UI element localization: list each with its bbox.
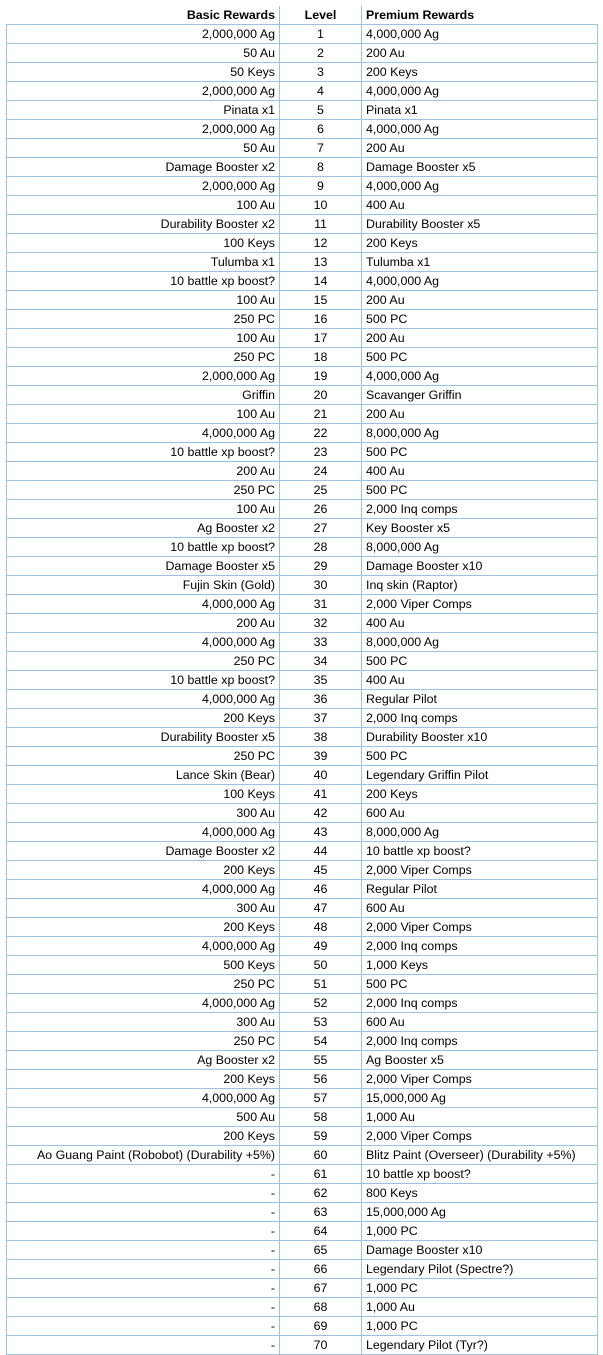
basic-reward-cell: 50 Au <box>7 139 280 158</box>
premium-reward-cell: Damage Booster x10 <box>362 1241 598 1260</box>
table-row <box>7 1336 598 1355</box>
basic-reward-cell: Tulumba x1 <box>7 253 280 272</box>
premium-reward-cell: 1,000 Keys <box>362 956 598 975</box>
basic-reward-cell: 200 Au <box>7 462 280 481</box>
table-row <box>7 1298 598 1317</box>
level-cell: 2 <box>280 44 362 63</box>
premium-reward-cell: 200 Au <box>362 405 598 424</box>
basic-reward-cell: 200 Au <box>7 614 280 633</box>
table-row <box>7 861 598 880</box>
premium-reward-cell: 8,000,000 Ag <box>362 538 598 557</box>
level-cell: 51 <box>280 975 362 994</box>
level-cell: 19 <box>280 367 362 386</box>
basic-reward-cell: 10 battle xp boost? <box>7 671 280 690</box>
table-row <box>7 424 598 443</box>
level-cell: 45 <box>280 861 362 880</box>
level-cell: 4 <box>280 82 362 101</box>
table-row <box>7 994 598 1013</box>
basic-reward-cell: Pinata x1 <box>7 101 280 120</box>
premium-reward-cell: 400 Au <box>362 196 598 215</box>
level-cell: 40 <box>280 766 362 785</box>
basic-reward-cell: 4,000,000 Ag <box>7 994 280 1013</box>
basic-reward-cell: Damage Booster x5 <box>7 557 280 576</box>
level-cell: 65 <box>280 1241 362 1260</box>
table-row <box>7 329 598 348</box>
table-row <box>7 310 598 329</box>
level-cell: 35 <box>280 671 362 690</box>
premium-reward-cell: 2,000 Viper Comps <box>362 1070 598 1089</box>
premium-reward-cell: 8,000,000 Ag <box>362 823 598 842</box>
level-cell: 22 <box>280 424 362 443</box>
basic-reward-cell: 10 battle xp boost? <box>7 538 280 557</box>
basic-reward-cell: 10 battle xp boost? <box>7 272 280 291</box>
basic-reward-cell: 100 Au <box>7 291 280 310</box>
basic-reward-cell: 10 battle xp boost? <box>7 443 280 462</box>
table-row <box>7 120 598 139</box>
premium-reward-cell: 500 PC <box>362 310 598 329</box>
premium-reward-cell: Pinata x1 <box>362 101 598 120</box>
table-row <box>7 899 598 918</box>
premium-reward-cell: Durability Booster x5 <box>362 215 598 234</box>
basic-reward-cell: - <box>7 1222 280 1241</box>
table-row <box>7 1317 598 1336</box>
table-row <box>7 82 598 101</box>
basic-reward-cell: Ao Guang Paint (Robobot) (Durability +5%) <box>7 1146 280 1165</box>
level-cell: 15 <box>280 291 362 310</box>
level-cell: 23 <box>280 443 362 462</box>
table-row <box>7 937 598 956</box>
level-cell: 16 <box>280 310 362 329</box>
table-row <box>7 1108 598 1127</box>
table-row <box>7 614 598 633</box>
basic-reward-cell: - <box>7 1317 280 1336</box>
premium-reward-cell: 10 battle xp boost? <box>362 1165 598 1184</box>
premium-reward-cell: 1,000 PC <box>362 1222 598 1241</box>
premium-reward-cell: 8,000,000 Ag <box>362 633 598 652</box>
basic-reward-cell: Durability Booster x5 <box>7 728 280 747</box>
table-row <box>7 709 598 728</box>
premium-reward-cell: 2,000 Viper Comps <box>362 918 598 937</box>
level-cell: 6 <box>280 120 362 139</box>
premium-reward-cell: 2,000 Viper Comps <box>362 595 598 614</box>
premium-reward-cell: 15,000,000 Ag <box>362 1203 598 1222</box>
table-row <box>7 177 598 196</box>
table-row <box>7 1165 598 1184</box>
level-cell: 30 <box>280 576 362 595</box>
premium-reward-cell: 400 Au <box>362 462 598 481</box>
table-row <box>7 291 598 310</box>
basic-reward-cell: 300 Au <box>7 804 280 823</box>
level-cell: 68 <box>280 1298 362 1317</box>
table-row <box>7 367 598 386</box>
level-cell: 66 <box>280 1260 362 1279</box>
premium-reward-cell: 2,000 Inq comps <box>362 500 598 519</box>
level-cell: 8 <box>280 158 362 177</box>
table-row <box>7 1032 598 1051</box>
premium-reward-cell: 400 Au <box>362 671 598 690</box>
level-cell: 31 <box>280 595 362 614</box>
premium-reward-cell: 8,000,000 Ag <box>362 424 598 443</box>
level-cell: 3 <box>280 63 362 82</box>
basic-reward-cell: Durability Booster x2 <box>7 215 280 234</box>
table-row <box>7 1184 598 1203</box>
table-row <box>7 804 598 823</box>
level-cell: 60 <box>280 1146 362 1165</box>
premium-reward-cell: 500 PC <box>362 652 598 671</box>
table-row <box>7 956 598 975</box>
basic-reward-cell: 100 Au <box>7 405 280 424</box>
basic-reward-cell: 250 PC <box>7 1032 280 1051</box>
level-cell: 53 <box>280 1013 362 1032</box>
table-row <box>7 481 598 500</box>
table-row <box>7 1051 598 1070</box>
level-cell: 38 <box>280 728 362 747</box>
premium-reward-cell: 1,000 Au <box>362 1298 598 1317</box>
basic-reward-cell: 300 Au <box>7 899 280 918</box>
basic-reward-cell: 50 Au <box>7 44 280 63</box>
table-row <box>7 272 598 291</box>
table-row <box>7 1070 598 1089</box>
basic-reward-cell: 250 PC <box>7 747 280 766</box>
premium-reward-cell: 15,000,000 Ag <box>362 1089 598 1108</box>
premium-reward-cell: 2,000 Inq comps <box>362 937 598 956</box>
premium-reward-cell: 500 PC <box>362 348 598 367</box>
table-row <box>7 1127 598 1146</box>
level-cell: 33 <box>280 633 362 652</box>
basic-reward-cell: - <box>7 1336 280 1355</box>
basic-reward-cell: - <box>7 1184 280 1203</box>
premium-reward-cell: 200 Au <box>362 139 598 158</box>
premium-reward-cell: Legendary Pilot (Tyr?) <box>362 1336 598 1355</box>
basic-reward-cell: 200 Keys <box>7 709 280 728</box>
level-cell: 54 <box>280 1032 362 1051</box>
table-row <box>7 728 598 747</box>
table-row <box>7 1222 598 1241</box>
level-cell: 56 <box>280 1070 362 1089</box>
basic-reward-cell: 200 Keys <box>7 1070 280 1089</box>
basic-reward-cell: 250 PC <box>7 975 280 994</box>
premium-reward-cell: Durability Booster x10 <box>362 728 598 747</box>
premium-reward-cell: Legendary Pilot (Spectre?) <box>362 1260 598 1279</box>
premium-reward-cell: Regular Pilot <box>362 690 598 709</box>
level-cell: 28 <box>280 538 362 557</box>
premium-reward-cell: Legendary Griffin Pilot <box>362 766 598 785</box>
premium-reward-cell: 400 Au <box>362 614 598 633</box>
basic-reward-cell: 4,000,000 Ag <box>7 823 280 842</box>
table-row <box>7 747 598 766</box>
level-cell: 67 <box>280 1279 362 1298</box>
level-cell: 18 <box>280 348 362 367</box>
level-cell: 11 <box>280 215 362 234</box>
basic-reward-cell: 200 Keys <box>7 861 280 880</box>
premium-reward-cell: 600 Au <box>362 804 598 823</box>
table-row <box>7 443 598 462</box>
level-cell: 37 <box>280 709 362 728</box>
basic-reward-cell: - <box>7 1298 280 1317</box>
premium-reward-cell: 10 battle xp boost? <box>362 842 598 861</box>
table-row <box>7 823 598 842</box>
basic-reward-cell: - <box>7 1165 280 1184</box>
basic-reward-cell: 250 PC <box>7 652 280 671</box>
table-row <box>7 405 598 424</box>
premium-reward-cell: Ag Booster x5 <box>362 1051 598 1070</box>
basic-reward-cell: - <box>7 1279 280 1298</box>
table-row <box>7 538 598 557</box>
basic-reward-cell: 4,000,000 Ag <box>7 880 280 899</box>
premium-reward-cell: 4,000,000 Ag <box>362 272 598 291</box>
level-cell: 69 <box>280 1317 362 1336</box>
table-row <box>7 1241 598 1260</box>
table-row <box>7 842 598 861</box>
basic-reward-cell: 2,000,000 Ag <box>7 177 280 196</box>
level-cell: 24 <box>280 462 362 481</box>
basic-reward-cell: 500 Au <box>7 1108 280 1127</box>
table-row <box>7 633 598 652</box>
level-cell: 17 <box>280 329 362 348</box>
table-row <box>7 1279 598 1298</box>
level-cell: 29 <box>280 557 362 576</box>
premium-reward-cell: 2,000 Viper Comps <box>362 1127 598 1146</box>
basic-reward-cell: 4,000,000 Ag <box>7 937 280 956</box>
level-cell: 61 <box>280 1165 362 1184</box>
basic-reward-cell: 300 Au <box>7 1013 280 1032</box>
level-cell: 57 <box>280 1089 362 1108</box>
table-row <box>7 44 598 63</box>
basic-reward-cell: 100 Keys <box>7 234 280 253</box>
level-cell: 34 <box>280 652 362 671</box>
table-row <box>7 1203 598 1222</box>
table-row <box>7 652 598 671</box>
table-row <box>7 975 598 994</box>
basic-reward-cell: 200 Keys <box>7 918 280 937</box>
level-cell: 9 <box>280 177 362 196</box>
table-row <box>7 690 598 709</box>
premium-reward-cell: 4,000,000 Ag <box>362 367 598 386</box>
table-row <box>7 215 598 234</box>
level-cell: 26 <box>280 500 362 519</box>
header-premium-rewards: Premium Rewards <box>362 6 598 25</box>
basic-reward-cell: Damage Booster x2 <box>7 158 280 177</box>
level-cell: 13 <box>280 253 362 272</box>
basic-reward-cell: 100 Au <box>7 329 280 348</box>
premium-reward-cell: 4,000,000 Ag <box>362 120 598 139</box>
premium-reward-cell: 1,000 PC <box>362 1279 598 1298</box>
basic-reward-cell: 100 Keys <box>7 785 280 804</box>
basic-reward-cell: 2,000,000 Ag <box>7 25 280 44</box>
level-cell: 36 <box>280 690 362 709</box>
level-cell: 63 <box>280 1203 362 1222</box>
premium-reward-cell: 500 PC <box>362 975 598 994</box>
premium-reward-cell: 4,000,000 Ag <box>362 82 598 101</box>
level-cell: 48 <box>280 918 362 937</box>
table-row <box>7 595 598 614</box>
basic-reward-cell: 250 PC <box>7 348 280 367</box>
table-row <box>7 196 598 215</box>
level-cell: 21 <box>280 405 362 424</box>
premium-reward-cell: 200 Au <box>362 44 598 63</box>
basic-reward-cell: - <box>7 1203 280 1222</box>
level-cell: 14 <box>280 272 362 291</box>
premium-reward-cell: 2,000 Inq comps <box>362 1032 598 1051</box>
table-row <box>7 880 598 899</box>
premium-reward-cell: 2,000 Viper Comps <box>362 861 598 880</box>
level-cell: 50 <box>280 956 362 975</box>
table-row <box>7 139 598 158</box>
level-cell: 62 <box>280 1184 362 1203</box>
table-row <box>7 557 598 576</box>
premium-reward-cell: 1,000 PC <box>362 1317 598 1336</box>
basic-reward-cell: 2,000,000 Ag <box>7 82 280 101</box>
basic-reward-cell: 100 Au <box>7 500 280 519</box>
basic-reward-cell: 2,000,000 Ag <box>7 367 280 386</box>
table-row <box>7 500 598 519</box>
table-row <box>7 1146 598 1165</box>
premium-reward-cell: 800 Keys <box>362 1184 598 1203</box>
premium-reward-cell: Tulumba x1 <box>362 253 598 272</box>
basic-reward-cell: 4,000,000 Ag <box>7 633 280 652</box>
basic-reward-cell: 250 PC <box>7 481 280 500</box>
table-row <box>7 386 598 405</box>
basic-reward-cell: Fujin Skin (Gold) <box>7 576 280 595</box>
basic-reward-cell: Damage Booster x2 <box>7 842 280 861</box>
level-cell: 10 <box>280 196 362 215</box>
table-row <box>7 1013 598 1032</box>
table-row <box>7 1260 598 1279</box>
premium-reward-cell: Regular Pilot <box>362 880 598 899</box>
level-cell: 70 <box>280 1336 362 1355</box>
rewards-sheet <box>6 6 597 1355</box>
table-row <box>7 519 598 538</box>
premium-reward-cell: 2,000 Inq comps <box>362 994 598 1013</box>
basic-reward-cell: 250 PC <box>7 310 280 329</box>
level-cell: 20 <box>280 386 362 405</box>
level-cell: 42 <box>280 804 362 823</box>
premium-reward-cell: 200 Keys <box>362 234 598 253</box>
basic-reward-cell: Ag Booster x2 <box>7 519 280 538</box>
premium-reward-cell: 200 Au <box>362 329 598 348</box>
table-row <box>7 234 598 253</box>
level-cell: 32 <box>280 614 362 633</box>
premium-reward-cell: Inq skin (Raptor) <box>362 576 598 595</box>
premium-reward-cell: Damage Booster x5 <box>362 158 598 177</box>
table-row <box>7 766 598 785</box>
level-cell: 44 <box>280 842 362 861</box>
premium-reward-cell: Key Booster x5 <box>362 519 598 538</box>
table-row <box>7 576 598 595</box>
premium-reward-cell: 500 PC <box>362 443 598 462</box>
premium-reward-cell: 2,000 Inq comps <box>362 709 598 728</box>
level-cell: 43 <box>280 823 362 842</box>
basic-reward-cell: 50 Keys <box>7 63 280 82</box>
table-row <box>7 63 598 82</box>
premium-reward-cell: 4,000,000 Ag <box>362 177 598 196</box>
premium-reward-cell: 1,000 Au <box>362 1108 598 1127</box>
level-cell: 5 <box>280 101 362 120</box>
basic-reward-cell: - <box>7 1241 280 1260</box>
level-cell: 12 <box>280 234 362 253</box>
level-cell: 64 <box>280 1222 362 1241</box>
level-cell: 39 <box>280 747 362 766</box>
basic-reward-cell: 4,000,000 Ag <box>7 690 280 709</box>
level-cell: 27 <box>280 519 362 538</box>
basic-reward-cell: Lance Skin (Bear) <box>7 766 280 785</box>
level-cell: 7 <box>280 139 362 158</box>
level-cell: 1 <box>280 25 362 44</box>
level-cell: 55 <box>280 1051 362 1070</box>
premium-reward-cell: 200 Keys <box>362 785 598 804</box>
basic-reward-cell: 500 Keys <box>7 956 280 975</box>
premium-reward-cell: 200 Au <box>362 291 598 310</box>
level-cell: 52 <box>280 994 362 1013</box>
basic-reward-cell: 4,000,000 Ag <box>7 1089 280 1108</box>
level-cell: 46 <box>280 880 362 899</box>
level-cell: 25 <box>280 481 362 500</box>
level-cell: 59 <box>280 1127 362 1146</box>
basic-reward-cell: - <box>7 1260 280 1279</box>
rewards-table <box>6 6 598 1355</box>
table-row <box>7 101 598 120</box>
basic-reward-cell: 200 Keys <box>7 1127 280 1146</box>
level-cell: 47 <box>280 899 362 918</box>
premium-reward-cell: Scavanger Griffin <box>362 386 598 405</box>
premium-reward-cell: 500 PC <box>362 747 598 766</box>
header-basic-rewards: Basic Rewards <box>7 6 280 25</box>
premium-reward-cell: 500 PC <box>362 481 598 500</box>
basic-reward-cell: 100 Au <box>7 196 280 215</box>
header-level: Level <box>280 6 362 25</box>
level-cell: 49 <box>280 937 362 956</box>
premium-reward-cell: 4,000,000 Ag <box>362 25 598 44</box>
table-row <box>7 785 598 804</box>
basic-reward-cell: Ag Booster x2 <box>7 1051 280 1070</box>
premium-reward-cell: 200 Keys <box>362 63 598 82</box>
table-row <box>7 158 598 177</box>
basic-reward-cell: 4,000,000 Ag <box>7 424 280 443</box>
table-row <box>7 671 598 690</box>
table-row <box>7 1089 598 1108</box>
premium-reward-cell: Blitz Paint (Overseer) (Durability +5%) <box>362 1146 598 1165</box>
header-row <box>7 6 598 25</box>
premium-reward-cell: Damage Booster x10 <box>362 557 598 576</box>
rewards-table-body <box>7 25 598 1355</box>
table-row <box>7 25 598 44</box>
basic-reward-cell: 2,000,000 Ag <box>7 120 280 139</box>
table-row <box>7 918 598 937</box>
table-row <box>7 462 598 481</box>
table-row <box>7 253 598 272</box>
basic-reward-cell: Griffin <box>7 386 280 405</box>
table-row <box>7 348 598 367</box>
level-cell: 58 <box>280 1108 362 1127</box>
premium-reward-cell: 600 Au <box>362 899 598 918</box>
basic-reward-cell: 4,000,000 Ag <box>7 595 280 614</box>
level-cell: 41 <box>280 785 362 804</box>
premium-reward-cell: 600 Au <box>362 1013 598 1032</box>
